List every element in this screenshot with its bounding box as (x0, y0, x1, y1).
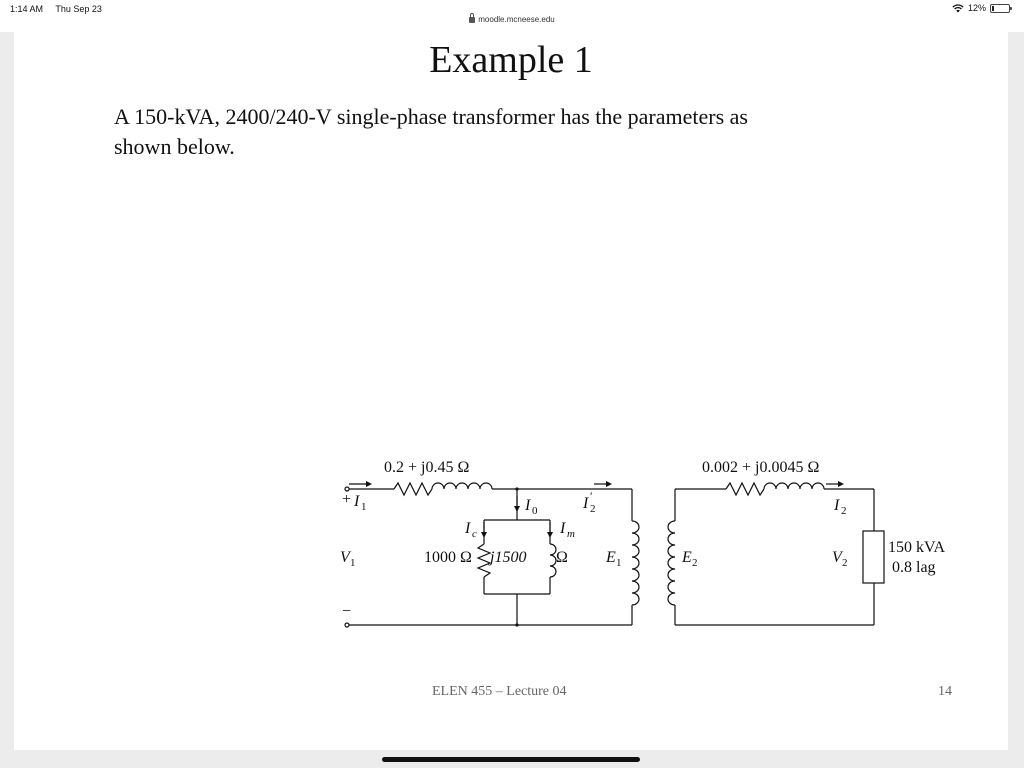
i2-subscript: 2 (841, 505, 847, 517)
i2-prime-subscript: 2 (590, 503, 596, 515)
load-pf-label: 0.8 lag (892, 559, 936, 576)
e1-label: E (606, 549, 616, 566)
e2-label: E (682, 549, 692, 566)
primary-resistor (394, 483, 432, 495)
url-text[interactable]: moodle.mcneese.edu (478, 15, 555, 24)
v1-subscript: 1 (350, 557, 356, 569)
i0-label: I (525, 497, 531, 514)
xm-label: j1500 (490, 549, 527, 566)
im-arrowhead (547, 532, 553, 538)
v2-label: V (832, 549, 842, 566)
junction-bottom (515, 623, 518, 626)
battery-percent: 12% (967, 3, 986, 13)
plus-sign: + (342, 491, 352, 508)
i1-arrowhead (366, 481, 372, 487)
slide-page (14, 32, 1008, 750)
ic-subscript: c (472, 528, 477, 540)
home-indicator[interactable] (382, 757, 640, 762)
i1-label: I (354, 493, 360, 510)
slide-text-line-1: A 150-kVA, 2400/240-V single-phase transformer has the parameters as (114, 104, 748, 129)
i0-arrowhead (514, 506, 520, 512)
circuit-diagram (14, 32, 1008, 750)
im-label: I (560, 520, 566, 537)
e2-subscript: 2 (692, 557, 698, 569)
secondary-winding (668, 521, 675, 605)
im-subscript: m (567, 528, 575, 540)
xm-unit: Ω (556, 549, 568, 566)
primary-winding (632, 521, 639, 605)
rc-resistor (478, 544, 490, 577)
ic-label: I (465, 520, 471, 537)
status-time: 1:14 AM (10, 4, 44, 14)
status-date: Thu Sep 23 (55, 4, 102, 14)
slide-text-line-2: shown below. (114, 134, 235, 159)
e1-subscript: 1 (616, 557, 622, 569)
primary-inductor (432, 483, 492, 489)
i2-prime-label: I (583, 495, 589, 512)
load-rating-label: 150 kVA (888, 539, 946, 556)
i1-subscript: 1 (361, 501, 367, 513)
page-number: 14 (938, 684, 952, 699)
secondary-inductor (764, 483, 824, 489)
v2-subscript: 2 (842, 557, 848, 569)
status-left (10, 4, 112, 14)
slide-footer: ELEN 455 – Lecture 04 (432, 684, 567, 699)
lock-icon (469, 17, 475, 23)
address-inner[interactable] (0, 15, 1024, 24)
battery-fill (992, 6, 994, 11)
wifi-icon (952, 4, 964, 13)
status-right (952, 3, 1010, 13)
v1-label: V (340, 549, 350, 566)
i2-arrowhead (838, 481, 844, 487)
secondary-resistor (726, 483, 764, 495)
battery-icon (990, 4, 1010, 13)
ic-arrowhead (481, 532, 487, 538)
i2p-arrowhead (606, 481, 612, 487)
i2-prime-mark: ′ (590, 489, 593, 503)
i0-subscript: 0 (532, 505, 538, 517)
load-box (863, 531, 884, 583)
terminal-bottom-left (345, 623, 349, 627)
slide-title: Example 1 (429, 39, 593, 81)
minus-sign: − (342, 603, 352, 620)
i2-label: I (834, 497, 840, 514)
rc-label: 1000 Ω (424, 549, 472, 566)
primary-impedance-label: 0.2 + j0.45 Ω (384, 459, 470, 476)
address-bar[interactable] (0, 14, 1024, 32)
junction-primary (515, 487, 518, 490)
secondary-impedance-label: 0.002 + j0.0045 Ω (702, 459, 820, 476)
